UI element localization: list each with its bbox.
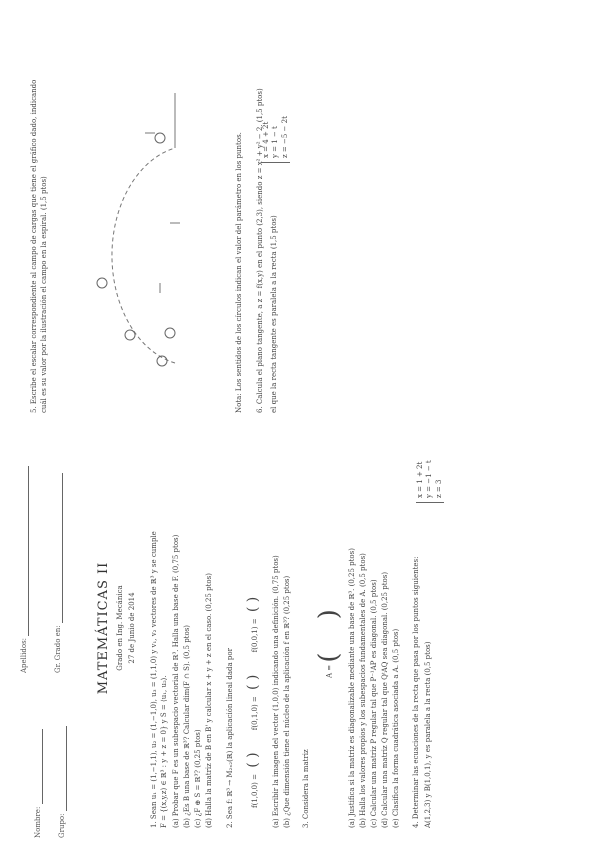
grupo-label: Grupo: (58, 813, 66, 838)
system-1-z: z = 3 (434, 479, 443, 498)
question-5-cont: cuál es su valor por la ilustración el campo en la espiral. (1,5 ptos) (40, 176, 48, 413)
right-column (0, 13, 601, 413)
system-2 (262, 116, 290, 163)
matrix-2: ( ) (245, 674, 261, 690)
system-2-z: z = −5 − 2t (280, 116, 289, 158)
f-010-label: f(0,1,0) = (251, 696, 259, 731)
question-6-cont: el que la recta tangente es paralela a la recta (1,5 ptos) (270, 215, 278, 413)
question-3a: (a) Justifica si la matriz es diagonalizable mediante una base de ℝ³. (0,25 ptos) (348, 548, 356, 828)
question-1-cont: F = {(x,y,z) ∈ ℝ³ : y + z = 0} y S = ⟨u₁, u₂⟩. (160, 675, 168, 828)
system-2-y: y = 1 − t (271, 126, 280, 158)
f-001-label: f(0,0,1) = (251, 618, 259, 653)
exam-subtitle: Grado en Ing. Mecánica (116, 585, 124, 671)
left-column (0, 433, 601, 838)
question-6: 6. Calcula el plano tangente, a z = f(x,y) en el punto (2,3), siendo z = x² + y² − 2. (1,5 ptos) (256, 88, 264, 413)
question-3e: (e) Clasifica la forma cuadrática asociada a A. (0,5 ptos) (392, 628, 400, 828)
question-4: 4. Determinar las ecuaciones de la recta que pasa por los puntos siguientes: (412, 556, 420, 828)
exam-title: MATEMÁTICAS II (96, 561, 111, 695)
nombre-line (34, 729, 43, 804)
field-diagram (60, 83, 210, 383)
exam-date: 27 de Junio de 2014 (128, 592, 136, 664)
question-2a: (a) Escribir la imagen del vector (1,0,0) indicando una definición. (0,75 ptos) (272, 555, 280, 828)
question-3b: (b) Halla los valores propios y los subespacios fundamentales de A. (0,5 ptos) (359, 553, 367, 828)
question-3d: (d) Calcular una matriz Q regular tal que QᵗAQ sea diagonal. (0,25 ptos) (381, 571, 389, 828)
question-3: 3. Considera la matriz (302, 749, 310, 828)
grado-label: Gr. Grado en: (54, 625, 62, 673)
question-5: 5. Escribe el escalar correspondiente al campo de cargas que tiene el gráfico dado, indicando (30, 79, 38, 413)
apellidos-label: Apellidos: (20, 637, 28, 673)
grupo-line (58, 726, 67, 811)
question-2: 2. Sea f: ℝ³ → M₂ₓ₂(ℝ) la aplicación lineal dada por (226, 648, 234, 828)
diagram-note: Nota: Los sentidos de los círculos indican el valor del parámetro en los puntos. (235, 132, 243, 413)
grado-row (54, 473, 63, 673)
system-1-x: x = 1 + 2t (416, 461, 424, 498)
grado-line (54, 473, 63, 623)
question-1: 1. Sean u₁ = (1,−1,1), u₂ = (1,−1,0), u₃ = (1,1,0) y v₁, v₂ vectores de ℝ³ y se cumple (150, 531, 158, 828)
system-1-y: y = −1 − t (425, 460, 434, 498)
apellidos-line (20, 466, 29, 636)
system-2-x: x = 4 + 2t (262, 121, 270, 158)
matrix-a-brackets: ( ) (314, 609, 344, 663)
question-3c: (c) Calcular una matriz P regular tal que P⁻¹AP es diagonal. (0,5 ptos) (370, 579, 378, 828)
system-1 (416, 460, 444, 503)
charge-circle (155, 133, 165, 143)
question-1b: (b) ¿Es B una base de ℝ³? Calcular dim(F ∩ S). (0,5 ptos) (183, 624, 191, 828)
charge-circle (165, 328, 175, 338)
matrix-a (312, 609, 347, 678)
matrix-a-label: A = (325, 664, 334, 678)
question-4-cont: A(1,2,3) y B(1,0,1), y es paralela a la recta (0,5 ptos) (424, 641, 432, 828)
question-1c: (c) ¿F ⊕ S = ℝ³? (0,25 ptos) (194, 729, 202, 828)
question-1d: (d) Halla la matriz de B en B' y calcular x + y + z en el caso. (0,25 ptos) (205, 573, 213, 828)
matrix-3: ( ) (245, 596, 261, 613)
question-1a: (a) Probar que F es un subespacio vectorial de ℝ³. Halla una base de F. (0,75 ptos) (172, 534, 180, 828)
matrix-1: ( ) (245, 752, 261, 768)
matrix-row (244, 597, 263, 808)
nombre-label: Nombre: (34, 806, 42, 838)
nombre-row (34, 729, 43, 838)
grupo-row (58, 726, 67, 838)
charge-circle (125, 330, 135, 340)
question-2b: (b) ¿Que dimensión tiene el núcleo de la aplicación f en ℝ³? (0,25 ptos) (283, 575, 291, 828)
apellidos-row (20, 466, 29, 673)
charge-circle (97, 278, 107, 288)
f-100-label: f(1,0,0) = (251, 774, 259, 808)
